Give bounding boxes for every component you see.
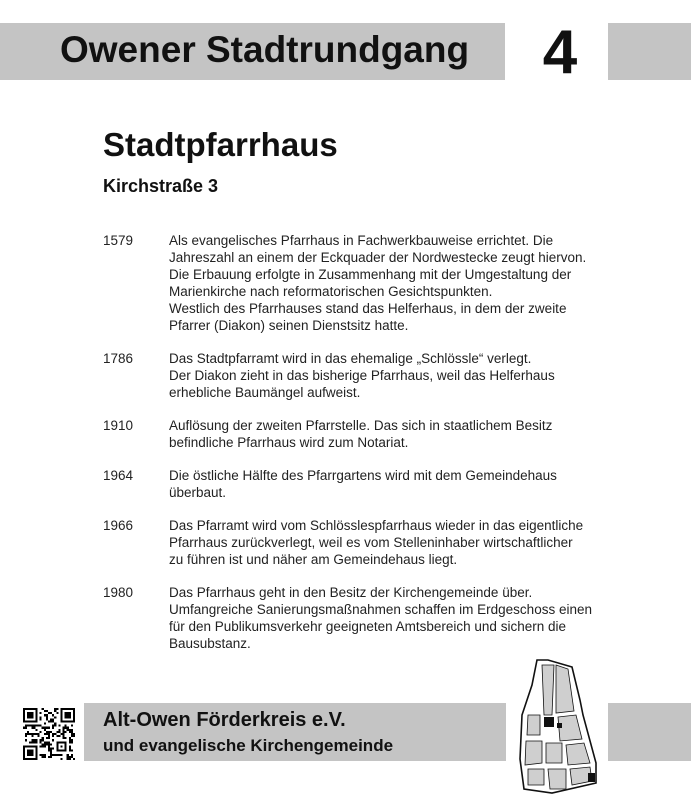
timeline-year: 1579 <box>103 233 134 248</box>
timeline-text-line: Das Pfarramt wird vom Schlösslespfarrhaus wieder in das eigentliche <box>169 518 584 533</box>
timeline-text-line: Als evangelisches Pfarrhaus in Fachwerkbauweise errichtet. Die <box>169 233 554 248</box>
timeline-text-line: befindliche Pfarrhaus wird zum Notariat. <box>169 435 409 450</box>
timeline-text <box>169 517 603 568</box>
timeline-text <box>169 232 603 334</box>
timeline-entry <box>103 350 603 401</box>
timeline-text-line: Das Pfarrhaus geht in den Besitz der Kirchengemeinde über. <box>169 585 533 600</box>
footer-organization: Alt-Owen Förderkreis e.V. <box>103 709 346 731</box>
timeline-year: 1980 <box>103 585 134 600</box>
timeline-text-line: Pfarrhaus zurückverlegt, weil es vom Stelleninhaber wirtschaftlicher <box>169 535 573 550</box>
timeline-text-line: Die östliche Hälfte des Pfarrgartens wird mit dem Gemeindehaus <box>169 468 557 483</box>
timeline-text-line: Auflösung der zweiten Pfarrstelle. Das sich in staatlichem Besitz <box>169 418 553 433</box>
timeline-text-line: erhebliche Baumängel aufweist. <box>169 385 361 400</box>
timeline-entry <box>103 417 603 451</box>
town-map-icon <box>500 655 610 795</box>
timeline-text-line: Das Stadtpfarramt wird in das ehemalige „Schlössle“ verlegt. <box>169 351 532 366</box>
footer-bar-right <box>608 703 691 761</box>
timeline-text <box>169 350 603 401</box>
page-title: Stadtpfarrhaus <box>103 126 338 163</box>
timeline <box>103 232 603 668</box>
timeline-text <box>169 584 603 652</box>
station-number: 4 <box>542 18 578 87</box>
timeline-entry <box>103 467 603 501</box>
timeline-text <box>169 417 603 451</box>
timeline-year: 1786 <box>103 351 134 366</box>
timeline-text-line: Marienkirche nach reformatorischen Gesichtspunkten. <box>169 284 493 299</box>
header-bar-right <box>608 23 691 80</box>
footer-church: und evangelische Kirchengemeinde <box>103 736 394 755</box>
timeline-entry <box>103 232 603 334</box>
timeline-text-line: Bausubstanz. <box>169 636 251 651</box>
timeline-text-line: Pfarrer (Diakon) seinen Dienstsitz hatte. <box>169 318 409 333</box>
timeline-text-line: Der Diakon zieht in das bisherige Pfarrhaus, weil das Helferhaus <box>169 368 555 383</box>
timeline-year: 1966 <box>103 518 134 533</box>
timeline-entry <box>103 584 603 652</box>
timeline-text-line: Umfangreiche Sanierungsmaßnahmen schaffen im Erdgeschoss einen <box>169 602 592 617</box>
timeline-year: 1964 <box>103 468 134 483</box>
timeline-text <box>169 467 603 501</box>
timeline-text-line: Die Erbauung erfolgte in Zusammenhang mit der Umgestaltung der <box>169 267 572 282</box>
header-title: Owener Stadtrundgang <box>60 29 470 70</box>
timeline-text-line: Jahreszahl an einem der Eckquader der Nordwestecke zeugt hiervon. <box>169 250 587 265</box>
timeline-text-line: überbaut. <box>169 485 227 500</box>
qr-code-icon <box>23 708 75 760</box>
timeline-entry <box>103 517 603 568</box>
timeline-year: 1910 <box>103 418 134 433</box>
timeline-text-line: Westlich des Pfarrhauses stand das Helferhaus, in dem der zweite <box>169 301 567 316</box>
address: Kirchstraße 3 <box>103 176 219 196</box>
timeline-text-line: zu führen ist und näher am Gemeindehaus liegt. <box>169 552 458 567</box>
timeline-text-line: für den Publikumsverkehr geeigneten Amtsbereich und sichern die <box>169 619 566 634</box>
